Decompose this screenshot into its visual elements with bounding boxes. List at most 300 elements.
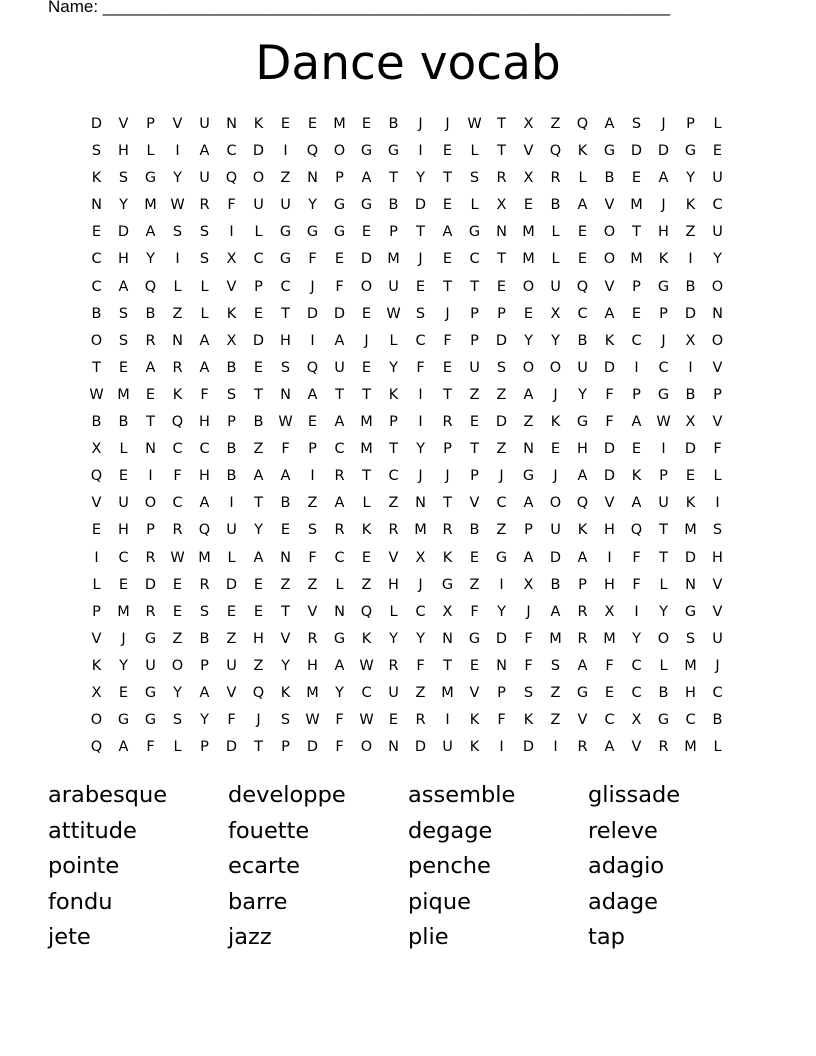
grid-letter: Z xyxy=(469,386,480,403)
grid-letter: G xyxy=(522,468,535,485)
grid-letter: J xyxy=(445,116,450,132)
grid-letter: G xyxy=(333,224,346,241)
grid-letter: N xyxy=(388,739,399,756)
grid-letter: A xyxy=(334,495,345,512)
grid-letter: J xyxy=(661,332,666,349)
grid-letter: E xyxy=(442,197,453,214)
grid-letter: R xyxy=(388,657,399,674)
grid-letter: P xyxy=(686,116,695,132)
grid-letter: T xyxy=(632,224,641,241)
grid-letter: D xyxy=(522,739,535,756)
grid-letter: F xyxy=(416,657,425,674)
grid-letter: Y xyxy=(146,251,155,268)
grid-letter: N xyxy=(280,386,291,403)
grid-letter: A xyxy=(199,332,210,349)
grid-letter: T xyxy=(416,224,425,241)
grid-letter: L xyxy=(92,576,101,593)
grid-letter: C xyxy=(199,441,210,458)
grid-letter: M xyxy=(630,197,643,214)
grid-letter: E xyxy=(334,251,345,268)
grid-letter: S xyxy=(685,630,696,647)
grid-letter: A xyxy=(253,549,264,566)
grid-letter: G xyxy=(441,576,454,593)
grid-letter: K xyxy=(91,170,102,187)
grid-letter: E xyxy=(577,224,588,241)
grid-letter: Z xyxy=(496,441,507,458)
grid-letter: B xyxy=(91,414,102,431)
grid-letter: P xyxy=(335,170,344,187)
grid-letter: Y xyxy=(173,684,182,701)
grid-letter: A xyxy=(604,305,615,322)
grid-letter: O xyxy=(657,630,670,647)
grid-letter: U xyxy=(145,657,156,674)
grid-letter: N xyxy=(442,630,453,647)
grid-letter: B xyxy=(550,576,561,593)
grid-letter: T xyxy=(497,251,506,268)
grid-letter: W xyxy=(359,657,374,674)
grid-letter: L xyxy=(146,143,155,160)
grid-letter: E xyxy=(91,224,102,241)
grid-letter: E xyxy=(172,603,183,620)
grid-letter: Y xyxy=(578,386,587,403)
grid-letter: C xyxy=(631,684,642,701)
grid-letter: B xyxy=(712,712,723,729)
grid-letter: L xyxy=(470,143,479,160)
grid-letter: B xyxy=(604,170,615,187)
grid-letter: G xyxy=(657,386,670,403)
name-field-label: Name: ____________________________________________________________ xyxy=(48,0,671,16)
word-list-item: pointe xyxy=(48,853,120,880)
grid-letter: D xyxy=(684,305,697,322)
grid-letter: E xyxy=(253,359,264,376)
grid-letter: U xyxy=(280,197,291,214)
grid-letter: F xyxy=(308,549,317,566)
grid-letter: O xyxy=(711,332,724,349)
grid-letter: T xyxy=(659,522,668,539)
grid-letter: U xyxy=(388,684,399,701)
grid-letter: A xyxy=(307,386,318,403)
grid-letter: F xyxy=(200,386,209,403)
grid-letter: M xyxy=(306,684,319,701)
grid-letter: D xyxy=(252,332,265,349)
grid-letter: M xyxy=(522,224,535,241)
grid-letter: N xyxy=(712,305,723,322)
grid-letter: D xyxy=(414,739,427,756)
grid-letter: Y xyxy=(254,522,263,539)
grid-letter: J xyxy=(445,468,450,485)
grid-letter: L xyxy=(254,224,263,241)
grid-letter: J xyxy=(364,332,369,349)
page-title: Dance vocab xyxy=(255,36,561,91)
grid-letter: S xyxy=(523,684,534,701)
grid-letter: N xyxy=(523,441,534,458)
grid-letter: C xyxy=(118,549,129,566)
grid-letter: V xyxy=(469,495,480,512)
grid-letter: B xyxy=(388,197,399,214)
grid-letter: A xyxy=(631,495,642,512)
grid-letter: C xyxy=(469,251,480,268)
grid-letter: E xyxy=(253,576,264,593)
grid-letter: N xyxy=(172,332,183,349)
grid-letter: J xyxy=(715,657,720,674)
grid-letter: C xyxy=(712,684,723,701)
grid-letter: E xyxy=(631,441,642,458)
grid-letter: E xyxy=(442,359,453,376)
grid-letter: T xyxy=(254,739,263,756)
grid-letter: S xyxy=(550,657,561,674)
letter-grid xyxy=(83,114,731,764)
grid-letter: E xyxy=(415,278,426,295)
grid-letter: K xyxy=(91,657,102,674)
grid-letter: X xyxy=(226,251,237,268)
grid-letter: I xyxy=(418,386,423,403)
grid-letter: M xyxy=(549,630,562,647)
grid-letter: G xyxy=(117,712,130,729)
grid-letter: A xyxy=(523,495,534,512)
grid-letter: J xyxy=(256,712,261,729)
grid-letter: K xyxy=(631,468,642,485)
grid-letter: E xyxy=(118,359,129,376)
grid-letter: V xyxy=(604,197,615,214)
grid-letter: G xyxy=(684,143,697,160)
grid-letter: D xyxy=(414,197,427,214)
grid-letter: A xyxy=(361,170,372,187)
grid-letter: B xyxy=(469,522,480,539)
grid-letter: L xyxy=(119,441,128,458)
grid-letter: M xyxy=(198,549,211,566)
grid-letter: H xyxy=(118,251,129,268)
grid-letter: C xyxy=(631,332,642,349)
grid-letter: V xyxy=(91,495,102,512)
grid-letter: J xyxy=(121,630,126,647)
grid-letter: O xyxy=(522,359,535,376)
grid-letter: F xyxy=(632,549,641,566)
grid-letter: X xyxy=(415,549,426,566)
grid-letter: E xyxy=(388,712,399,729)
grid-letter: F xyxy=(173,468,182,485)
grid-letter: Y xyxy=(686,170,695,187)
grid-letter: E xyxy=(172,576,183,593)
grid-letter: V xyxy=(523,143,534,160)
grid-letter: P xyxy=(659,468,668,485)
grid-letter: Q xyxy=(306,359,319,376)
grid-letter: Z xyxy=(469,576,480,593)
grid-letter: A xyxy=(577,657,588,674)
grid-letter: A xyxy=(604,739,615,756)
grid-letter: S xyxy=(631,116,642,132)
grid-letter: C xyxy=(172,495,183,512)
grid-letter: U xyxy=(712,224,723,241)
grid-letter: R xyxy=(388,522,399,539)
grid-letter: L xyxy=(659,657,668,674)
grid-letter: O xyxy=(360,739,373,756)
grid-letter: G xyxy=(144,170,157,187)
grid-letter: N xyxy=(496,657,507,674)
grid-letter: V xyxy=(712,576,723,593)
grid-letter: G xyxy=(144,630,157,647)
grid-letter: O xyxy=(171,657,184,674)
grid-letter: Y xyxy=(632,630,641,647)
grid-letter: H xyxy=(685,684,696,701)
grid-letter: V xyxy=(631,739,642,756)
grid-letter: S xyxy=(226,386,237,403)
grid-letter: P xyxy=(389,224,398,241)
grid-letter: P xyxy=(470,305,479,322)
grid-letter: I xyxy=(688,359,693,376)
grid-letter: K xyxy=(226,305,237,322)
grid-letter: S xyxy=(118,332,129,349)
grid-letter: F xyxy=(281,441,290,458)
grid-letter: T xyxy=(281,603,290,620)
grid-letter: E xyxy=(469,657,480,674)
grid-letter: Y xyxy=(119,197,128,214)
grid-letter: P xyxy=(308,441,317,458)
grid-letter: I xyxy=(715,495,720,512)
grid-letter: Y xyxy=(416,441,425,458)
grid-letter: P xyxy=(389,414,398,431)
grid-letter: A xyxy=(199,684,210,701)
grid-letter: R xyxy=(334,468,345,485)
grid-letter: U xyxy=(199,116,210,132)
word-list-item: fondu xyxy=(48,888,113,915)
grid-letter: K xyxy=(658,251,669,268)
grid-letter: U xyxy=(577,359,588,376)
grid-letter: D xyxy=(90,116,103,132)
grid-letter: K xyxy=(388,386,399,403)
grid-letter: E xyxy=(523,197,534,214)
grid-letter: B xyxy=(280,495,291,512)
grid-letter: C xyxy=(415,332,426,349)
grid-letter: T xyxy=(254,495,263,512)
grid-letter: P xyxy=(713,386,722,403)
word-list-item: developpe xyxy=(228,782,346,808)
grid-letter: P xyxy=(497,305,506,322)
grid-letter: C xyxy=(280,278,291,295)
grid-letter: B xyxy=(388,116,399,132)
word-list-item: barre xyxy=(228,888,288,915)
grid-letter: P xyxy=(200,657,209,674)
grid-letter: H xyxy=(307,657,318,674)
grid-letter: G xyxy=(468,630,481,647)
grid-letter: J xyxy=(310,278,315,295)
grid-letter: S xyxy=(199,224,210,241)
grid-letter: M xyxy=(117,386,130,403)
grid-letter: B xyxy=(550,197,561,214)
grid-letter: Y xyxy=(416,170,425,187)
grid-letter: L xyxy=(362,495,371,512)
grid-letter: G xyxy=(495,549,508,566)
grid-letter: X xyxy=(442,603,453,620)
grid-letter: X xyxy=(523,116,534,132)
grid-letter: E xyxy=(361,549,372,566)
grid-letter: Y xyxy=(389,630,398,647)
grid-letter: N xyxy=(226,116,237,132)
grid-letter: V xyxy=(226,684,237,701)
grid-letter: G xyxy=(333,630,346,647)
grid-letter: G xyxy=(387,143,400,160)
grid-letter: U xyxy=(550,522,561,539)
grid-letter: W xyxy=(89,386,104,403)
grid-letter: R xyxy=(145,603,156,620)
grid-letter: J xyxy=(418,468,423,485)
grid-letter: C xyxy=(712,197,723,214)
grid-letter: P xyxy=(632,386,641,403)
grid-letter: D xyxy=(495,414,508,431)
grid-letter: V xyxy=(91,630,102,647)
grid-letter: K xyxy=(550,414,561,431)
grid-letter: P xyxy=(92,603,101,620)
grid-letter: G xyxy=(279,224,292,241)
grid-letter: Q xyxy=(252,684,265,701)
grid-letter: Q xyxy=(549,143,562,160)
grid-letter: L xyxy=(551,251,560,268)
grid-letter: U xyxy=(226,657,237,674)
word-list-item: pique xyxy=(408,888,471,915)
grid-letter: P xyxy=(254,278,263,295)
grid-letter: L xyxy=(389,603,398,620)
grid-letter: Z xyxy=(280,576,291,593)
grid-letter: L xyxy=(713,739,722,756)
grid-letter: D xyxy=(684,441,697,458)
grid-letter: I xyxy=(499,576,504,593)
grid-letter: A xyxy=(253,468,264,485)
grid-letter: O xyxy=(522,278,535,295)
word-list-item: releve xyxy=(588,817,658,844)
grid-letter: G xyxy=(576,414,589,431)
grid-letter: I xyxy=(688,251,693,268)
grid-letter: L xyxy=(713,468,722,485)
grid-letter: T xyxy=(443,170,452,187)
grid-letter: A xyxy=(334,414,345,431)
grid-letter: E xyxy=(469,549,480,566)
grid-letter: Y xyxy=(659,603,668,620)
grid-letter: T xyxy=(470,278,479,295)
grid-letter: X xyxy=(550,305,561,322)
grid-letter: K xyxy=(685,197,696,214)
grid-letter: F xyxy=(416,359,425,376)
grid-letter: M xyxy=(360,414,373,431)
grid-letter: V xyxy=(712,359,723,376)
grid-letter: R xyxy=(442,414,453,431)
grid-letter: P xyxy=(146,522,155,539)
grid-letter: U xyxy=(226,522,237,539)
grid-letter: M xyxy=(333,116,346,132)
grid-letter: D xyxy=(603,359,616,376)
grid-letter: T xyxy=(659,549,668,566)
grid-letter: F xyxy=(227,712,236,729)
grid-letter: K xyxy=(172,386,183,403)
grid-letter: E xyxy=(118,468,129,485)
grid-letter: G xyxy=(657,278,670,295)
word-list-item: degage xyxy=(408,817,493,844)
grid-letter: A xyxy=(523,549,534,566)
grid-letter: U xyxy=(253,197,264,214)
grid-letter: L xyxy=(713,116,722,132)
grid-letter: A xyxy=(577,197,588,214)
word-list-item: jete xyxy=(48,924,91,951)
grid-letter: T xyxy=(497,116,506,132)
grid-letter: Y xyxy=(524,332,533,349)
grid-letter: F xyxy=(605,386,614,403)
grid-letter: O xyxy=(90,712,103,729)
grid-letter: S xyxy=(280,359,291,376)
grid-letter: U xyxy=(334,359,345,376)
grid-letter: V xyxy=(118,116,129,132)
grid-letter: W xyxy=(278,414,293,431)
grid-letter: Z xyxy=(172,630,183,647)
grid-letter: K xyxy=(577,522,588,539)
grid-letter: C xyxy=(91,251,102,268)
grid-letter: Y xyxy=(497,603,506,620)
grid-letter: I xyxy=(148,468,153,485)
grid-letter: Q xyxy=(225,170,238,187)
grid-letter: T xyxy=(335,386,344,403)
grid-letter: N xyxy=(415,495,426,512)
grid-letter: B xyxy=(226,359,237,376)
grid-letter: Q xyxy=(90,739,103,756)
grid-letter: G xyxy=(279,251,292,268)
grid-letter: H xyxy=(118,143,129,160)
word-list-item: adage xyxy=(588,888,658,915)
grid-letter: Y xyxy=(200,712,209,729)
grid-letter: S xyxy=(118,170,129,187)
grid-letter: A xyxy=(199,495,210,512)
grid-letter: J xyxy=(418,251,423,268)
grid-letter: T xyxy=(254,386,263,403)
grid-letter: R xyxy=(334,522,345,539)
grid-letter: C xyxy=(334,441,345,458)
grid-letter: C xyxy=(334,549,345,566)
word-list-item: plie xyxy=(408,924,449,951)
grid-letter: E xyxy=(307,116,318,132)
grid-letter: F xyxy=(335,712,344,729)
grid-letter: S xyxy=(496,359,507,376)
grid-letter: Z xyxy=(172,305,183,322)
grid-letter: T xyxy=(443,495,452,512)
grid-letter: Y xyxy=(281,657,290,674)
grid-letter: Z xyxy=(415,684,426,701)
grid-letter: D xyxy=(306,305,319,322)
grid-letter: O xyxy=(360,278,373,295)
grid-letter: F xyxy=(605,657,614,674)
grid-letter: R xyxy=(172,522,183,539)
grid-letter: E xyxy=(253,305,264,322)
grid-letter: X xyxy=(523,170,534,187)
grid-letter: Z xyxy=(280,170,291,187)
grid-letter: I xyxy=(175,143,180,160)
grid-letter: M xyxy=(603,630,616,647)
grid-letter: V xyxy=(280,630,291,647)
grid-letter: P xyxy=(443,441,452,458)
grid-letter: D xyxy=(549,549,562,566)
grid-letter: L xyxy=(578,170,587,187)
grid-letter: Z xyxy=(496,522,507,539)
word-list-item: tap xyxy=(588,924,625,951)
grid-letter: F xyxy=(335,278,344,295)
grid-letter: I xyxy=(607,549,612,566)
grid-letter: C xyxy=(172,441,183,458)
grid-letter: B xyxy=(199,630,210,647)
grid-letter: A xyxy=(658,170,669,187)
grid-letter: U xyxy=(658,495,669,512)
grid-letter: S xyxy=(469,170,480,187)
grid-letter: O xyxy=(333,143,346,160)
grid-letter: E xyxy=(469,414,480,431)
grid-letter: R xyxy=(145,332,156,349)
grid-letter: R xyxy=(307,630,318,647)
grid-letter: E xyxy=(523,305,534,322)
grid-letter: G xyxy=(333,197,346,214)
